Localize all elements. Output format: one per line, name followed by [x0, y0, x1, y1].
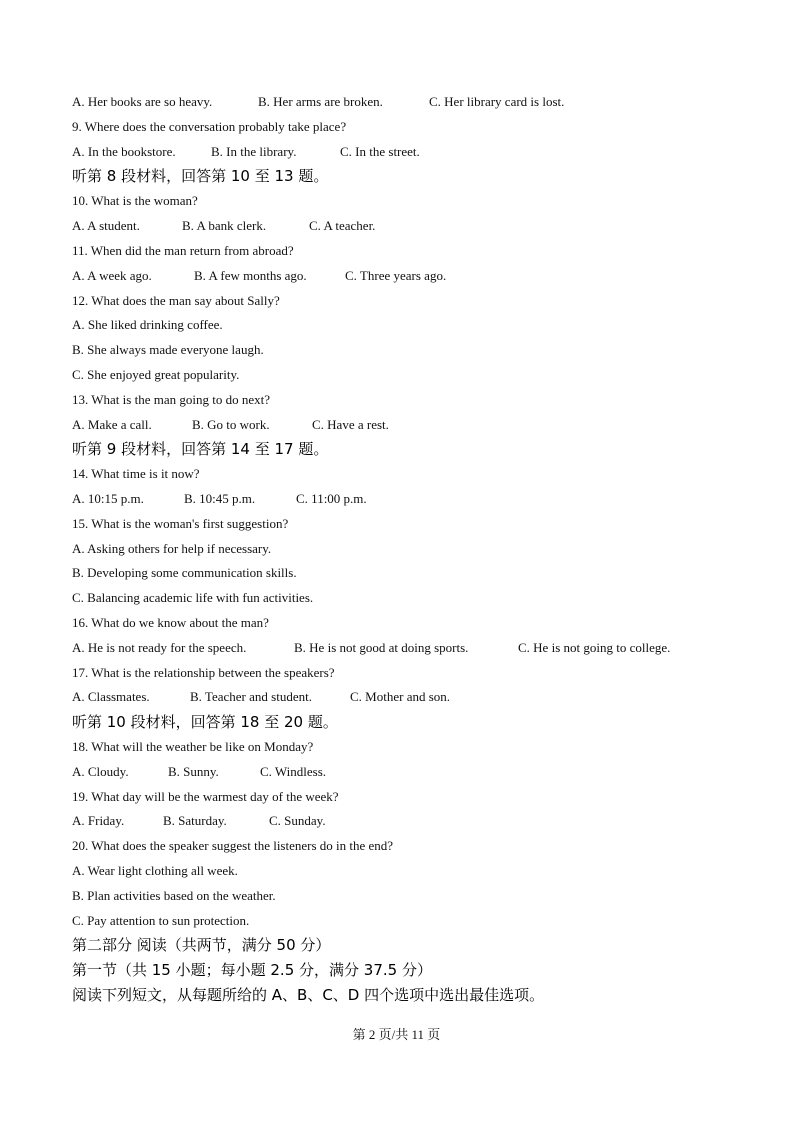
part-2-section-1-heading: 第一节（共 15 小题；每小题 2.5 分，满分 37.5 分） [72, 961, 432, 979]
section-10-heading: 听第 10 段材料，回答第 18 至 20 题。 [72, 713, 338, 731]
q20-option-b: B. Plan activities based on the weather. [72, 888, 276, 903]
q13-option-a: A. Make a call. [72, 417, 152, 432]
q19-option-c: C. Sunday. [269, 813, 326, 828]
q10-option-c: C. A teacher. [309, 218, 376, 233]
q13-question: 13. What is the man going to do next? [72, 392, 270, 407]
q16-question: 16. What do we know about the man? [72, 615, 269, 630]
q12-option-c: C. She enjoyed great popularity. [72, 367, 240, 382]
q10-option-a: A. A student. [72, 218, 140, 233]
q17-option-a: A. Classmates. [72, 689, 150, 704]
q17-option-c: C. Mother and son. [350, 689, 451, 704]
q9-option-b: B. In the library. [211, 144, 297, 159]
q12-option-b: B. She always made everyone laugh. [72, 342, 264, 357]
section-9-heading: 听第 9 段材料，回答第 14 至 17 题。 [72, 440, 329, 458]
q9-question: 9. Where does the conversation probably take place? [72, 119, 347, 134]
part-2-heading: 第二部分 阅读（共两节，满分 50 分） [72, 936, 331, 954]
page-number-footer: 第 2 页/共 11 页 [352, 1027, 441, 1042]
q14-option-c: C. 11:00 p.m. [296, 491, 367, 506]
q8-option-b: B. Her arms are broken. [258, 94, 383, 109]
q20-option-c: C. Pay attention to sun protection. [72, 913, 250, 928]
q19-question: 19. What day will be the warmest day of the week? [72, 789, 339, 804]
q11-question: 11. When did the man return from abroad? [72, 243, 294, 258]
q16-option-c: C. He is not going to college. [518, 640, 671, 655]
q15-option-a: A. Asking others for help if necessary. [72, 541, 272, 556]
q15-question: 15. What is the woman's first suggestion? [72, 516, 289, 531]
q12-option-a: A. She liked drinking coffee. [72, 317, 223, 332]
q15-option-b: B. Developing some communication skills. [72, 565, 297, 580]
q12-question: 12. What does the man say about Sally? [72, 293, 280, 308]
part-2-instruction: 阅读下列短文，从每题所给的 A、B、C、D 四个选项中选出最佳选项。 [72, 986, 545, 1004]
q11-option-b: B. A few months ago. [194, 268, 307, 283]
q14-question: 14. What time is it now? [72, 466, 200, 481]
q19-option-b: B. Saturday. [163, 813, 227, 828]
q18-question: 18. What will the weather be like on Monday? [72, 739, 314, 754]
q20-question: 20. What does the speaker suggest the listeners do in the end? [72, 838, 394, 853]
q10-question: 10. What is the woman? [72, 193, 198, 208]
section-8-heading: 听第 8 段材料，回答第 10 至 13 题。 [72, 167, 329, 185]
q8-option-c: C. Her library card is lost. [429, 94, 565, 109]
q16-option-b: B. He is not good at doing sports. [294, 640, 469, 655]
q9-option-a: A. In the bookstore. [72, 144, 176, 159]
q16-option-a: A. He is not ready for the speech. [72, 640, 247, 655]
q11-option-a: A. A week ago. [72, 268, 152, 283]
q20-option-a: A. Wear light clothing all week. [72, 863, 238, 878]
q19-option-a: A. Friday. [72, 813, 125, 828]
q13-option-c: C. Have a rest. [312, 417, 389, 432]
q11-option-c: C. Three years ago. [345, 268, 447, 283]
q18-option-b: B. Sunny. [168, 764, 219, 779]
q17-option-b: B. Teacher and student. [190, 689, 312, 704]
q9-option-c: C. In the street. [340, 144, 420, 159]
q10-option-b: B. A bank clerk. [182, 218, 267, 233]
q14-option-b: B. 10:45 p.m. [184, 491, 256, 506]
q18-option-c: C. Windless. [260, 764, 327, 779]
q18-option-a: A. Cloudy. [72, 764, 129, 779]
q13-option-b: B. Go to work. [192, 417, 270, 432]
q15-option-c: C. Balancing academic life with fun activities. [72, 590, 314, 605]
q14-option-a: A. 10:15 p.m. [72, 491, 144, 506]
q17-question: 17. What is the relationship between the speakers? [72, 665, 335, 680]
q8-option-a: A. Her books are so heavy. [72, 94, 213, 109]
